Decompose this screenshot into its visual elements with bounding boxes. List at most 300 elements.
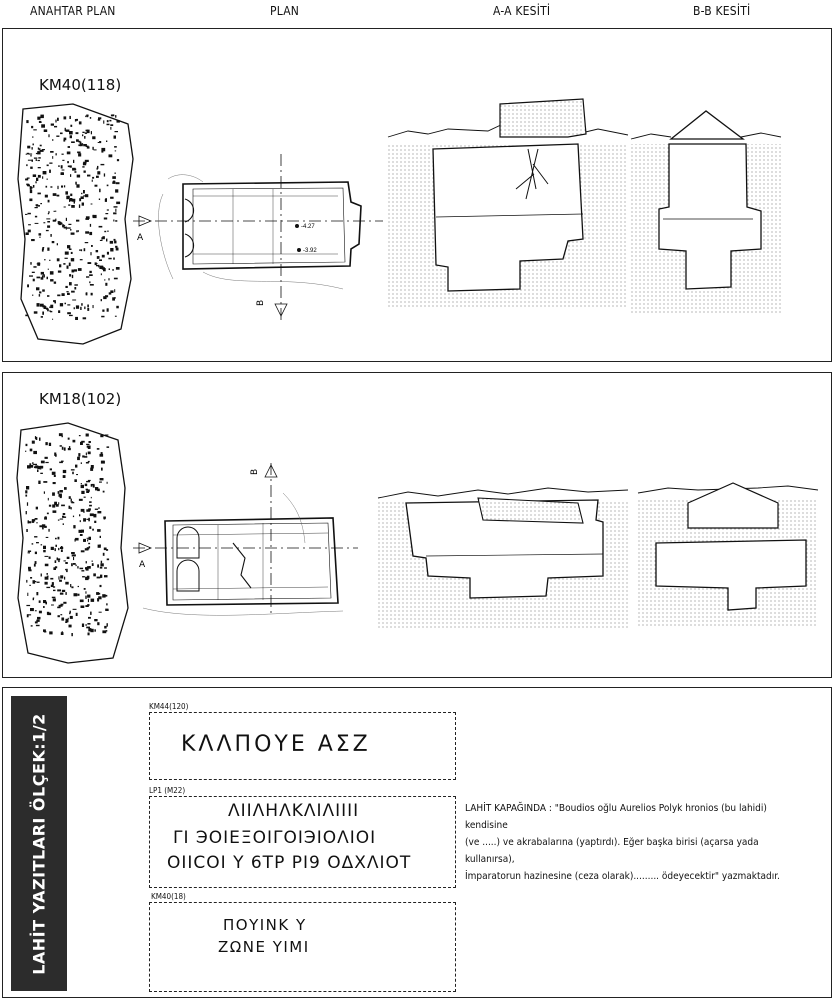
stone-speckle [40, 473, 43, 474]
stone-speckle [42, 312, 44, 315]
stone-speckle [81, 485, 84, 488]
stone-speckle [99, 482, 102, 483]
stone-speckle [82, 166, 84, 167]
stone-speckle [91, 599, 95, 602]
stone-speckle [43, 550, 46, 552]
stone-speckle [48, 498, 49, 501]
stone-speckle [63, 475, 66, 478]
stone-speckle [36, 159, 37, 161]
stone-speckle [60, 303, 63, 306]
stone-speckle [77, 457, 80, 460]
stone-speckle [89, 628, 91, 630]
stone-speckle [81, 491, 84, 494]
stone-speckle [76, 230, 77, 232]
stone-speckle [32, 295, 33, 296]
header-key-plan: ANAHTAR PLAN [30, 4, 116, 18]
stone-speckle [114, 206, 118, 207]
stone-speckle [47, 295, 49, 297]
stone-speckle [60, 133, 63, 135]
stone-speckle [39, 611, 42, 614]
stone-speckle [42, 176, 43, 179]
stone-speckle [97, 622, 99, 625]
stone-speckle [26, 232, 29, 235]
stone-speckle [39, 600, 41, 603]
stone-speckle [64, 116, 67, 119]
stone-speckle [91, 497, 92, 498]
stone-speckle [43, 546, 46, 549]
stone-speckle [41, 461, 45, 464]
stone-speckle [105, 435, 109, 436]
stone-speckle [117, 159, 119, 161]
stone-speckle [58, 491, 60, 494]
translation-text [465, 800, 795, 885]
stone-speckle [44, 491, 45, 493]
stone-speckle [87, 539, 88, 541]
stone-speckle [61, 186, 63, 188]
stone-speckle [98, 508, 100, 509]
stone-speckle [84, 497, 86, 498]
stone-speckle [45, 556, 49, 557]
stone-speckle [43, 222, 45, 223]
stone-speckle [27, 284, 29, 287]
stone-speckle [66, 130, 70, 132]
stone-speckle [59, 490, 63, 493]
stone-speckle [65, 582, 68, 585]
stone-speckle [50, 468, 52, 470]
stone-speckle [75, 119, 77, 122]
stone-speckle [100, 544, 101, 546]
stone-speckle [101, 561, 102, 564]
stone-speckle [71, 469, 75, 470]
stone-speckle [102, 255, 105, 258]
stone-speckle [25, 315, 28, 317]
stone-speckle [69, 315, 73, 316]
translation-line: İmparatorun hazinesine (ceza olarak)......... ödeyecektir" yazmaktadır. [465, 871, 780, 882]
stone-speckle [51, 124, 54, 126]
stone-speckle [114, 241, 116, 244]
stone-speckle [64, 207, 66, 208]
stone-speckle [45, 442, 47, 445]
stone-speckle [63, 139, 65, 141]
stone-speckle [48, 213, 49, 214]
stone-speckle [57, 295, 60, 297]
stone-speckle [56, 153, 57, 155]
stone-speckle [73, 557, 74, 560]
stone-speckle [71, 586, 73, 588]
stone-speckle [100, 478, 104, 480]
stone-speckle [30, 155, 31, 156]
stone-speckle [50, 311, 52, 312]
stone-speckle [39, 525, 42, 527]
stone-speckle [73, 160, 74, 163]
stone-speckle [45, 516, 47, 518]
stone-speckle [30, 262, 31, 265]
stone-speckle [27, 593, 28, 596]
stone-speckle [102, 630, 106, 633]
stone-speckle [52, 139, 53, 140]
stone-speckle [87, 595, 90, 598]
stone-speckle [65, 562, 68, 564]
stone-speckle [107, 120, 109, 122]
stone-speckle [45, 457, 48, 459]
stone-speckle [53, 590, 56, 591]
stone-speckle [26, 529, 28, 532]
stone-speckle [66, 569, 68, 572]
stone-speckle [36, 178, 38, 181]
stone-speckle [68, 618, 69, 620]
stone-speckle [59, 264, 61, 267]
stone-speckle [114, 278, 118, 280]
stone-speckle [36, 625, 40, 626]
stone-speckle [108, 258, 111, 260]
stone-speckle [35, 552, 37, 555]
stone-speckle [87, 308, 89, 311]
stone-speckle [104, 218, 107, 220]
stone-speckle [45, 582, 48, 585]
stone-speckle [107, 482, 108, 484]
panel-km18 [2, 372, 832, 678]
stone-speckle [35, 216, 37, 218]
stone-speckle [37, 262, 40, 265]
stone-speckle [50, 578, 53, 580]
stone-speckle [28, 520, 29, 523]
stone-speckle [62, 224, 64, 227]
stone-speckle [60, 519, 63, 520]
stone-speckle [68, 224, 71, 225]
stone-speckle [58, 548, 59, 550]
stone-speckle [83, 317, 87, 319]
stone-speckle [47, 573, 48, 575]
stone-speckle [74, 287, 76, 290]
stone-speckle [49, 170, 51, 173]
stone-speckle [40, 304, 44, 307]
stone-speckle [81, 249, 82, 251]
stone-speckle [33, 279, 35, 282]
stone-speckle [48, 200, 50, 203]
stone-speckle [90, 513, 94, 516]
stone-speckle [38, 157, 41, 158]
stone-speckle [49, 307, 51, 308]
side-title-bar [11, 696, 67, 991]
stone-speckle [54, 475, 56, 477]
stone-speckle [47, 277, 49, 280]
stone-speckle [86, 276, 89, 277]
stone-speckle [80, 259, 83, 260]
stone-speckle [65, 569, 66, 570]
stone-speckle [35, 561, 37, 564]
stone-speckle [30, 577, 32, 579]
stone-speckle [87, 130, 90, 134]
section-aa-drawing [388, 89, 628, 309]
stone-speckle [86, 561, 87, 563]
stone-speckle [26, 120, 28, 123]
stone-speckle [94, 149, 97, 150]
stone-speckle [82, 132, 84, 133]
stone-speckle [88, 633, 90, 636]
stone-speckle [30, 608, 34, 611]
stone-speckle [47, 165, 49, 167]
stone-speckle [104, 173, 105, 176]
stone-speckle [107, 252, 109, 255]
stone-speckle [104, 279, 105, 280]
section-aa-drawing [378, 478, 628, 628]
stone-speckle [42, 275, 43, 277]
stone-speckle [61, 632, 64, 635]
stone-speckle [61, 604, 64, 606]
stone-speckle [115, 209, 116, 212]
stone-speckle [110, 124, 113, 126]
stone-speckle [80, 442, 83, 445]
stone-speckle [73, 609, 77, 610]
stone-speckle [50, 279, 53, 281]
stone-speckle [47, 225, 50, 227]
stone-speckle [89, 537, 92, 540]
stone-speckle [106, 239, 107, 242]
stone-speckle [97, 577, 101, 579]
stone-speckle [84, 588, 86, 590]
stone-speckle [80, 307, 81, 310]
stone-speckle [42, 289, 45, 291]
stone-speckle [58, 520, 60, 521]
panel-km40 [2, 28, 832, 362]
stone-speckle [75, 465, 77, 468]
stone-speckle [72, 300, 76, 301]
stone-speckle [115, 220, 117, 222]
stone-speckle [63, 523, 64, 525]
stone-speckle [101, 148, 105, 151]
stone-speckle [69, 446, 70, 448]
stone-speckle [26, 511, 27, 514]
stone-speckle [88, 452, 91, 455]
stone-speckle [88, 447, 91, 449]
stone-speckle [115, 131, 119, 132]
stone-speckle [37, 470, 39, 473]
stone-speckle [110, 248, 113, 252]
stone-speckle [78, 594, 80, 596]
stone-speckle [44, 129, 48, 132]
section-bb-drawing [638, 468, 818, 628]
stone-speckle [60, 445, 62, 447]
stone-speckle [55, 545, 57, 547]
stone-speckle [69, 613, 70, 615]
stone-speckle [63, 602, 66, 604]
stone-speckle [27, 502, 28, 506]
stone-speckle [25, 495, 27, 497]
stone-speckle [52, 492, 55, 495]
stone-speckle [40, 145, 42, 147]
stone-speckle [30, 167, 33, 169]
stone-speckle [66, 619, 69, 623]
stone-speckle [76, 305, 79, 308]
stone-speckle [109, 268, 110, 270]
stone-speckle [92, 136, 95, 139]
stone-speckle [46, 218, 50, 219]
inscription-label: KM44(120) [149, 702, 189, 711]
stone-speckle [36, 522, 37, 523]
side-title: LAHİT YAZITLARI ÖLÇEK:1/2 [29, 712, 49, 975]
stone-speckle [25, 451, 26, 452]
stone-speckle [98, 256, 99, 259]
stone-speckle [47, 248, 49, 251]
stone-speckle [67, 152, 71, 155]
stone-speckle [89, 526, 91, 529]
stone-speckle [88, 461, 90, 462]
stone-speckle [112, 176, 116, 179]
stone-speckle [32, 441, 35, 444]
stone-speckle [36, 287, 39, 290]
stone-speckle [56, 136, 59, 137]
inscription-line: ΛΙΙΛΗΛΚΛΙΛΙΙΙΙ [228, 801, 360, 821]
stone-speckle [33, 174, 36, 177]
stone-speckle [36, 592, 38, 595]
stone-speckle [97, 564, 99, 567]
stone-speckle [75, 182, 77, 185]
stone-speckle [62, 436, 63, 438]
stone-speckle [47, 221, 50, 223]
stone-speckle [32, 519, 35, 521]
stone-speckle [62, 160, 64, 161]
stone-speckle [40, 150, 44, 152]
stone-speckle [86, 624, 87, 626]
stone-speckle [55, 566, 57, 568]
stone-speckle [27, 465, 31, 468]
stone-speckle [86, 481, 90, 482]
stone-speckle [82, 455, 84, 457]
stone-speckle [52, 319, 53, 320]
stone-speckle [81, 196, 84, 199]
inscription-line: ΚΛΛΠΟΥΕ ΑΣΖ [181, 732, 371, 757]
stone-speckle [53, 220, 56, 222]
stone-speckle [64, 185, 65, 187]
stone-speckle [88, 508, 91, 510]
stone-speckle [76, 565, 77, 567]
stone-speckle [69, 274, 71, 277]
stone-speckle [33, 464, 37, 465]
stone-speckle [88, 617, 91, 619]
stone-speckle [53, 598, 56, 601]
stone-speckle [31, 126, 33, 128]
stone-speckle [39, 237, 40, 238]
stone-speckle [46, 587, 50, 588]
stone-speckle [101, 452, 103, 455]
stone-speckle [103, 120, 104, 123]
stone-speckle [84, 307, 85, 310]
key-plan-rock [13, 99, 143, 349]
stone-speckle [78, 453, 80, 456]
stone-speckle [105, 213, 108, 214]
stone-speckle [27, 184, 28, 186]
stone-speckle [49, 557, 51, 559]
stone-speckle [28, 224, 31, 225]
stone-speckle [33, 185, 35, 188]
stone-speckle [72, 275, 73, 278]
stone-speckle [39, 121, 41, 123]
inscription-line: ΓΙ ЭΟΙΕΞΟΙΓΟΙЭΙΟΛΙΟΙ [173, 828, 377, 848]
stone-speckle [105, 198, 106, 201]
stone-speckle [67, 293, 70, 295]
stone-speckle [81, 483, 82, 484]
stone-speckle [27, 153, 30, 155]
stone-speckle [115, 316, 117, 317]
stone-speckle [97, 448, 100, 450]
stone-speckle [27, 614, 31, 615]
stone-speckle [35, 610, 37, 611]
stone-speckle [114, 239, 116, 241]
stone-speckle [73, 554, 76, 556]
stone-speckle [60, 614, 62, 615]
stone-speckle [82, 203, 84, 206]
stone-speckle [38, 167, 41, 168]
stone-speckle [75, 317, 78, 320]
stone-speckle [66, 291, 68, 292]
stone-speckle [113, 220, 114, 222]
stone-speckle [85, 484, 88, 487]
stone-speckle [46, 230, 49, 231]
stone-speckle [116, 202, 120, 205]
stone-speckle [25, 214, 27, 215]
stone-speckle [82, 624, 84, 628]
stone-speckle [28, 552, 30, 553]
stone-speckle [30, 449, 33, 452]
stone-speckle [104, 548, 107, 551]
stone-speckle [83, 195, 87, 196]
level-2: -3.92 [303, 248, 317, 254]
stone-speckle [39, 438, 41, 441]
stone-speckle [66, 218, 67, 221]
stone-speckle [61, 172, 65, 175]
stone-speckle [98, 142, 100, 143]
stone-speckle [60, 547, 63, 549]
stone-speckle [35, 223, 39, 224]
stone-speckle [89, 501, 92, 503]
stone-speckle [116, 267, 120, 270]
stone-speckle [93, 514, 96, 518]
stone-speckle [88, 599, 89, 602]
stone-speckle [99, 593, 100, 595]
stone-speckle [86, 627, 90, 629]
translation-line: LAHİT KAPAĞINDA : "Boudios oğlu Aurelios Polyk hronios (bu lahidi) kendisine [465, 803, 767, 831]
stone-speckle [39, 291, 41, 293]
stone-speckle [82, 134, 83, 136]
stone-speckle [97, 529, 101, 532]
stone-speckle [67, 557, 70, 559]
stone-speckle [79, 204, 80, 208]
panel-title: KM40(118) [39, 76, 122, 94]
stone-speckle [105, 283, 107, 286]
stone-speckle [87, 604, 89, 606]
stone-speckle [60, 593, 64, 595]
stone-speckle [82, 576, 85, 577]
stone-speckle [71, 141, 75, 143]
stone-speckle [107, 124, 110, 126]
stone-speckle [48, 134, 49, 137]
stone-speckle [93, 305, 94, 308]
stone-speckle [28, 160, 32, 161]
stone-speckle [25, 490, 27, 493]
stone-speckle [101, 468, 103, 471]
stone-speckle [52, 472, 56, 475]
stone-speckle [81, 462, 82, 464]
stone-speckle [94, 619, 97, 621]
stone-speckle [77, 152, 81, 154]
stone-speckle [36, 620, 39, 622]
stone-speckle [103, 553, 105, 556]
stone-speckle [97, 171, 100, 174]
stone-speckle [116, 182, 120, 184]
stone-speckle [41, 467, 43, 469]
stone-speckle [71, 552, 75, 554]
stone-speckle [100, 585, 102, 587]
